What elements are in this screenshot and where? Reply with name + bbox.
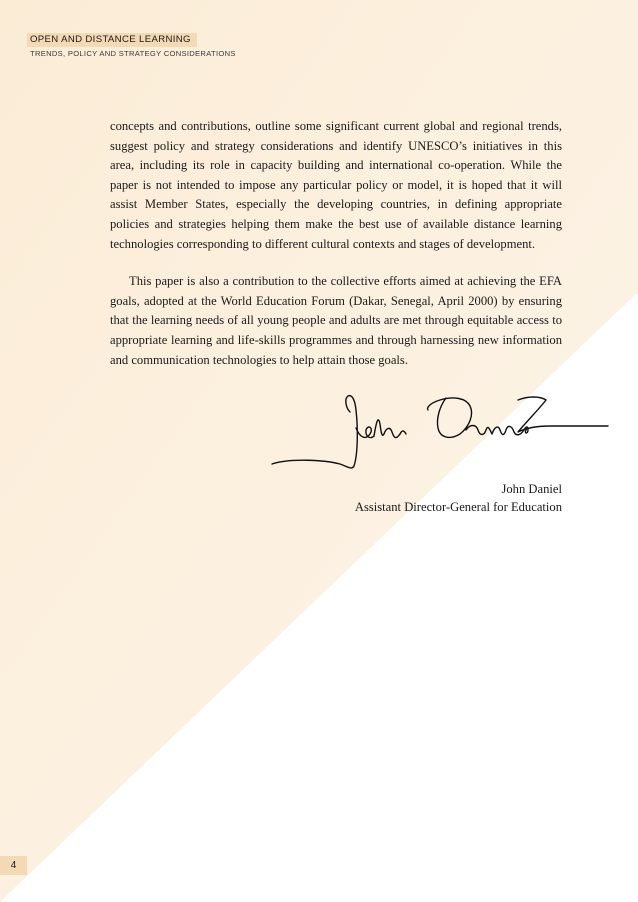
signature-block (355, 481, 562, 516)
signatory-title: Assistant Director-General for Education (354, 499, 562, 514)
handwritten-signature (270, 388, 610, 478)
paragraph: concepts and contributions, outline some significant current global and regional trends, suggest policy and strategy considerations and identify UNESCO’s initiatives in this area, including its role in capacity building and international co-operation. While the paper is not intended to impose any particular policy or model, it is hoped that it will assist Member States, especially the developing countries, in defining appropriate policies and strategies helping them make the best use of available distance learning technologies corresponding to different cultural contexts and stages of development. (110, 119, 562, 251)
running-header (27, 29, 236, 59)
page-number: 4 (0, 856, 27, 875)
signatory-name: John Daniel (501, 482, 562, 496)
body-text (110, 117, 562, 370)
series-subtitle: TRENDS, POLICY AND STRATEGY CONSIDERATIONS (30, 49, 236, 58)
paragraph: This paper is also a contribution to the collective efforts aimed at achieving the EFA goals, adopted at the World Education Forum (Dakar, Senegal, April 2000) by ensuring that the learning needs of all young people and adults are met through equitable access to appropriate learning and life-skills programmes and through harnessing new information and communication technologies to help attain those goals. (110, 274, 562, 367)
series-title: OPEN AND DISTANCE LEARNING (27, 33, 197, 47)
